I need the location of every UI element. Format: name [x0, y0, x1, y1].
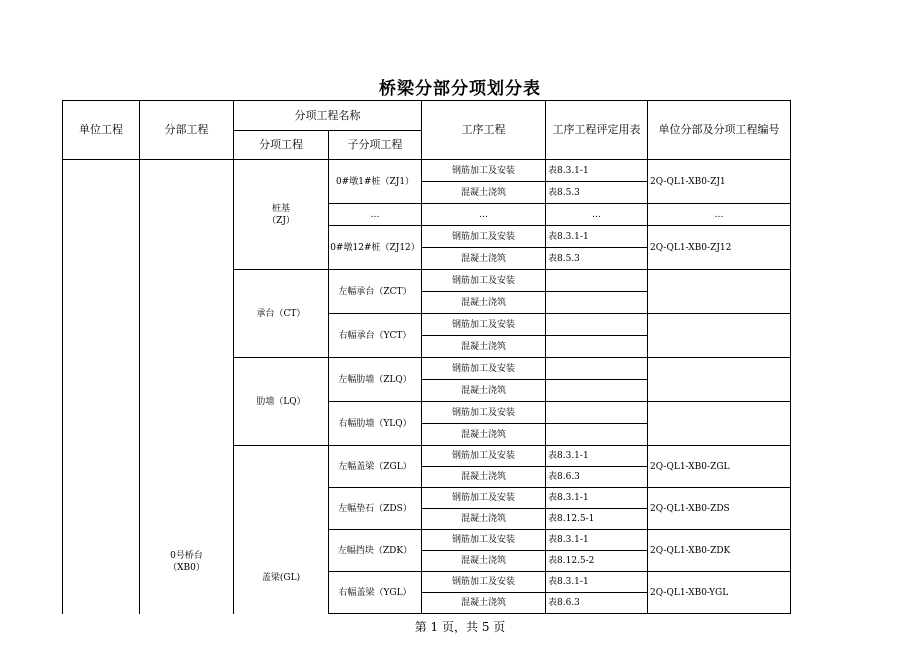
form-cell: 表8.3.1-1: [546, 446, 648, 467]
header-process: 工序工程: [422, 101, 546, 160]
process-cell: 钢筋加工及安装: [422, 160, 546, 182]
child-zds: 左幅垫石（ZDS）: [329, 488, 422, 530]
form-cell: 表8.3.1-1: [546, 226, 648, 248]
form-cell: 表8.3.1-1: [546, 530, 648, 551]
child-left-cap: 左幅承台（ZCT）: [329, 270, 422, 314]
code-cell: [648, 402, 791, 446]
header-sub-item-name: 分项工程名称: [234, 101, 422, 131]
process-cell: 钢筋加工及安装: [422, 314, 546, 336]
page-footer: 第 1 页，共 5 页: [414, 620, 506, 634]
process-cell: 混凝土浇筑: [422, 467, 546, 488]
sub-item-pile: [234, 160, 329, 270]
sub-item-rib: 肋墙（LQ）: [234, 358, 329, 446]
ellipsis-cell: …: [422, 204, 546, 226]
process-cell: 钢筋加工及安装: [422, 530, 546, 551]
ellipsis-cell: …: [648, 204, 791, 226]
sub-item-cap: 承台（CT）: [234, 270, 329, 358]
code-cell: [648, 314, 791, 358]
child-right-rib: 右幅肋墙（YLQ）: [329, 402, 422, 446]
process-cell: 钢筋加工及安装: [422, 358, 546, 380]
form-cell: 表8.12.5-2: [546, 551, 648, 572]
process-cell: 钢筋加工及安装: [422, 270, 546, 292]
process-cell: 混凝土浇筑: [422, 424, 546, 446]
form-cell: 表8.5.3: [546, 182, 648, 204]
ellipsis-cell: …: [546, 204, 648, 226]
child-zdk: 左幅挡块（ZDK）: [329, 530, 422, 572]
header-eval-form: 工序工程评定用表: [546, 101, 648, 160]
code-cell: [648, 358, 791, 402]
process-cell: 混凝土浇筑: [422, 509, 546, 530]
form-cell: 表8.3.1-1: [546, 572, 648, 593]
child-pile12: 0#墩12#桩（ZJ12）: [329, 226, 422, 270]
child-pile1: 0#墩1#桩（ZJ1）: [329, 160, 422, 204]
code-cell: 2Q-QL1-XB0-ZDK: [648, 530, 791, 572]
code-cell: 2Q-QL1-XB0-ZJ1: [648, 160, 791, 204]
pile-code: （ZJ）: [267, 215, 295, 226]
process-cell: 钢筋加工及安装: [422, 488, 546, 509]
header-child-item: 子分项工程: [329, 131, 422, 160]
child-left-rib: 左幅肋墙（ZLQ）: [329, 358, 422, 402]
header-division-project: 分部工程: [140, 101, 234, 160]
division-table: [62, 100, 791, 614]
child-zgl: 左幅盖梁（ZGL）: [329, 446, 422, 488]
header-code: 单位分部及分项工程编号: [648, 101, 791, 160]
form-cell: [546, 380, 648, 402]
division-name: 0号桥台: [170, 550, 203, 561]
pile-name: 桩基: [271, 203, 290, 214]
form-cell: [546, 402, 648, 424]
sub-item-beam: 盖梁(GL): [234, 446, 329, 614]
header-sub-item: 分项工程: [234, 131, 329, 160]
division-cell: [140, 160, 234, 614]
code-cell: 2Q-QL1-XB0-ZJ12: [648, 226, 791, 270]
form-cell: 表8.5.3: [546, 248, 648, 270]
process-cell: 钢筋加工及安装: [422, 572, 546, 593]
form-cell: 表8.6.3: [546, 593, 648, 614]
process-cell: 混凝土浇筑: [422, 336, 546, 358]
process-cell: 混凝土浇筑: [422, 593, 546, 614]
process-cell: 钢筋加工及安装: [422, 446, 546, 467]
page-title: 桥梁分部分项划分表: [379, 79, 541, 99]
form-cell: [546, 270, 648, 292]
form-cell: [546, 336, 648, 358]
form-cell: [546, 292, 648, 314]
process-cell: 混凝土浇筑: [422, 248, 546, 270]
code-cell: 2Q-QL1-XB0-ZDS: [648, 488, 791, 530]
form-cell: [546, 424, 648, 446]
process-cell: 混凝土浇筑: [422, 292, 546, 314]
ellipsis-cell: …: [329, 204, 422, 226]
code-cell: [648, 270, 791, 314]
form-cell: 表8.12.5-1: [546, 509, 648, 530]
process-cell: 混凝土浇筑: [422, 380, 546, 402]
child-ygl: 右幅盖梁（YGL）: [329, 572, 422, 614]
process-cell: 混凝土浇筑: [422, 551, 546, 572]
form-cell: [546, 358, 648, 380]
header-unit-project: 单位工程: [63, 101, 140, 160]
form-cell: 表8.6.3: [546, 467, 648, 488]
form-cell: [546, 314, 648, 336]
child-right-cap: 右幅承台（YCT）: [329, 314, 422, 358]
process-cell: 钢筋加工及安装: [422, 226, 546, 248]
process-cell: 钢筋加工及安装: [422, 402, 546, 424]
code-cell: 2Q-QL1-XB0-ZGL: [648, 446, 791, 488]
unit-project-cell: [63, 160, 140, 614]
process-cell: 混凝土浇筑: [422, 182, 546, 204]
form-cell: 表8.3.1-1: [546, 488, 648, 509]
division-code: （XB0）: [168, 562, 205, 573]
code-cell: 2Q-QL1-XB0-YGL: [648, 572, 791, 614]
form-cell: 表8.3.1-1: [546, 160, 648, 182]
